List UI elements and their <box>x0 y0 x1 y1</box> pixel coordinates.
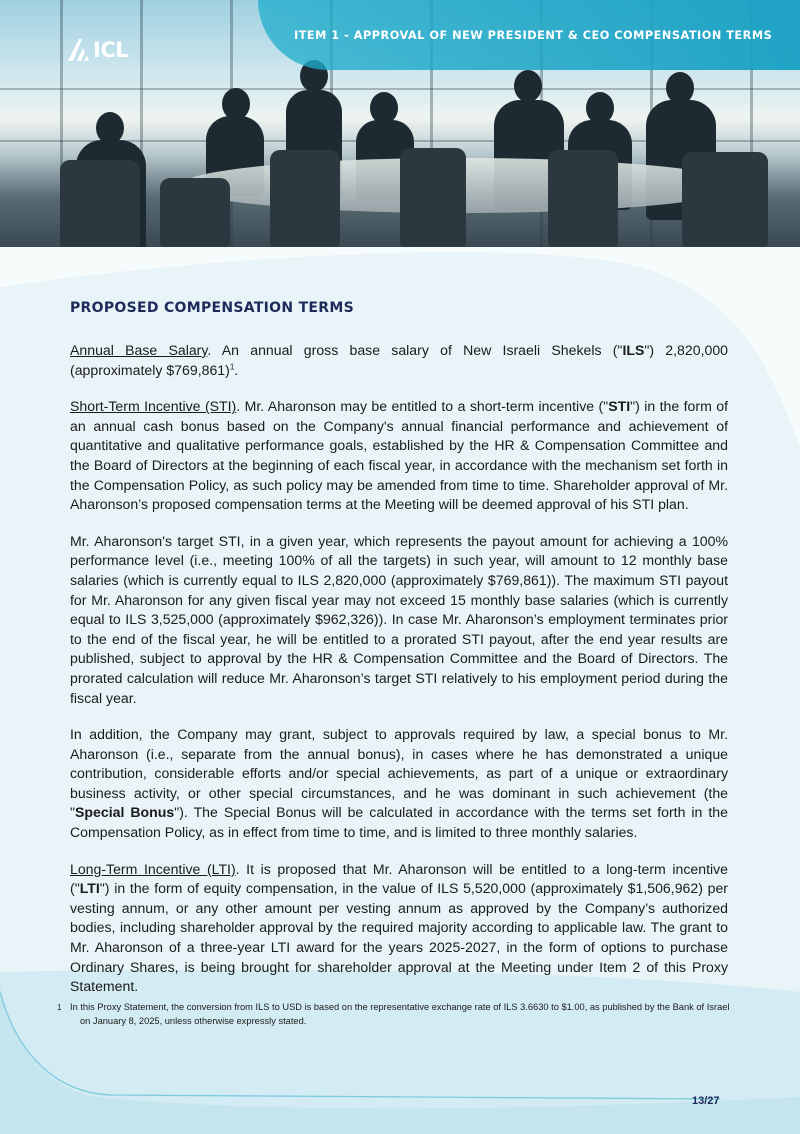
banner-title: ITEM 1 - APPROVAL OF NEW PRESIDENT & CEO COMPENSATION TERMS <box>294 29 773 42</box>
header-banner <box>0 0 800 247</box>
chair <box>270 150 340 247</box>
defined-term: ILS <box>622 342 645 358</box>
text: . Mr. Aharonson may be entitled to a short-term incentive (" <box>236 398 609 415</box>
footnote-ref: 1 <box>229 361 235 371</box>
chair <box>400 148 466 247</box>
chair <box>682 152 768 247</box>
footnote <box>57 1001 732 1028</box>
text: . An annual gross base salary of New Israeli Shekels (" <box>207 342 623 358</box>
term-lti: Long-Term Incentive (LTI) <box>70 860 236 877</box>
chair <box>160 178 230 247</box>
footnote-text: In this Proxy Statement, the conversion from ILS to USD is based on the representative exchange rate of ILS 3.6630 to $1.00, as published by the Bank of Israel on January 8, 2025, unless otherwise expressly stated. <box>70 1002 730 1026</box>
page-number: 13/27 <box>692 1095 720 1107</box>
company-logo <box>68 38 128 62</box>
person-head <box>514 70 542 102</box>
text: ") 2,820,000 (approximately $769,861) <box>70 342 729 378</box>
defined-term: LTI <box>79 880 100 897</box>
footnote-number: 1 <box>57 1003 62 1012</box>
term-sti: Short-Term Incentive (STI) <box>70 398 237 415</box>
logo-mark-icon <box>68 39 92 61</box>
paragraph-target-sti: Mr. Aharonson's target STI, in a given year, which represents the payout amount for achieving a 100% performance level (i.e., meeting 100% of all the targets) in such year, will amount to 12 monthly base salaries (which is currently equal to ILS 2,820,000 (approximately $769,861)). The maximum STI payout for Mr. Aharonson for any given fiscal year may not exceed 15 monthly base salaries (which is currently equal to ILS 3,525,000 (approximately $962,326)). In case Mr. Aharonson’s employment terminates prior to the end of the fiscal year, he will be entitled to a prorated STI payout, after the end year results are published, subject to approval by the HR & Compensation Committee and the Board of Directors. The prorated calculation will reduce Mr. Aharonson’s target STI relatively to his employment period during the fiscal year. <box>70 532 728 706</box>
defined-term: STI <box>608 398 631 415</box>
chair <box>548 150 618 247</box>
defined-term: Special Bonus <box>75 804 175 821</box>
logo-text: ICL <box>93 38 129 62</box>
text: ") in the form of equity compensation, in the value of ILS 5,520,000 (approximately $1,506,962) per vesting annum, or any other amount per vesting annum as approved by the Company’s authorized bodies, including shareholder approval by the required majority according to applicable law. The grant to Mr. Aharonson of a three-year LTI award for the years 2025-2027, in the form of options to purchase Ordinary Shares, is being brought for shareholder approval at the Meeting under Item 2 of this Proxy Statement. <box>70 880 728 995</box>
paragraph-lti <box>70 860 728 997</box>
text: In addition, the Company may grant, subject to approvals required by law, a special bonus to Mr. Aharonson (i.e., separate from the annual bonus), in cases where he has demonstrated a unique contribution, considerable efforts and/or special achievements, as part of a unique or extraordinary business activity, or other special circumstances, and he was dominant in such achievement (the " <box>70 726 728 821</box>
term-base-salary: Annual Base Salary <box>70 342 208 358</box>
text: ") in the form of an annual cash bonus based on the Company's annual financial performance and achievement of quantitative and qualitative performance goals, established by the HR & Compensation Committee and the Board of Directors at the beginning of each fiscal year, in accordance with the mechanism set forth in the Compensation Policy, as such policy may be amended from time to time. Shareholder approval of Mr. Aharonson’s proposed compensation terms at the Meeting will be deemed approval of his STI plan. <box>70 398 728 513</box>
text: "). The Special Bonus will be calculated in accordance with the terms set forth in the Compensation Policy, as in effect from time to time, and is limited to three monthly salaries. <box>70 804 728 841</box>
paragraph-base-salary <box>70 341 728 380</box>
paragraph-sti <box>70 397 728 515</box>
chair <box>60 160 140 247</box>
section-heading: PROPOSED COMPENSATION TERMS <box>70 300 354 316</box>
text: . It is proposed that Mr. Aharonson will be entitled to a long-term incentive (" <box>70 860 728 897</box>
paragraph-special-bonus <box>70 725 728 843</box>
text: . <box>234 361 239 378</box>
main-content <box>70 300 728 1014</box>
